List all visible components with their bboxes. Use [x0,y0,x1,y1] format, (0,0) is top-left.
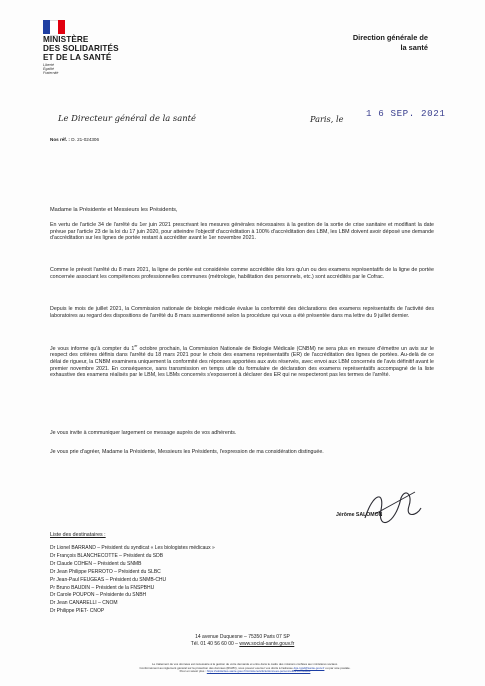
footer-website-link[interactable]: www.social-sante.gouv.fr [239,641,295,648]
handwritten-signature [355,488,425,528]
recipients-list [50,545,215,616]
sender-line: Le Directeur général de la santé [58,113,196,123]
flag-white-stripe [50,20,57,36]
paragraph-4-superscript: er [134,344,138,348]
motto-line: Liberté [43,63,54,67]
fine-print-text: Pour en savoir plus : [179,669,206,674]
list-item: Pr Bruno BAUDIN – Président de la FNSPBHU [50,584,155,591]
list-item: Pr Jean-Paul FEUGEAS – Président du SNMB-CHU [50,576,167,583]
footer-contact [0,641,485,648]
list-item: Dr Carole POUPON – Présidente du SNBH [50,592,147,599]
motto-line: Fraternité [43,71,59,76]
french-flag-logo [43,20,65,34]
list-item: Dr François BLANCHECOTTE – Président du SDB [50,552,164,559]
fine-print-link[interactable]: https://solidarites-sante.gouv.fr/ministere/article/donnees-personnelles-et-cookies [206,669,311,674]
list-item: Dr Lionel BARRAND – Président du syndicat « Les biologistes médicaux » [50,545,215,551]
paragraph-2: Comme le prévoit l'arrêté du 8 mars 2021, la ligne de portée est considérée comme accréditée dès lors qu'un ou des examens représentatifs de la ligne de portée concernée associant les compétences professionnelles communes (métrologie, habilitation des personnels, etc.) sont accrédités par le Cofrac. [50,267,434,280]
republic-motto [43,63,58,76]
motto-line: Égalité [43,67,54,72]
direction-line: Direction générale de [352,33,428,42]
date-stamp: 1 6 SEP. 2021 [366,108,446,119]
footer-address-block [0,634,485,648]
fine-print-line [40,670,450,674]
paragraph-3: Depuis le mois de juillet 2021, la Commission nationale de biologie médicale évalue la conformité des déclarations des examens représentatifs de l'activité des laboratoires au regard des dispositions de l'arrêté du 8 mars susmentionné selon la procédure qui vous a été présentée dans ma lettre du 9 juillet dernier. [50,306,434,319]
flag-blue-stripe [43,20,50,34]
list-item: Dr Philippe PIET- CNOP [50,608,105,615]
flag-red-stripe [58,20,65,34]
footer-fine-print [40,663,450,674]
reference [50,137,99,142]
signer-name: Jérôme SALOMON [336,512,383,518]
reference-label: Nos réf. : [50,137,70,142]
paragraph-5: Je vous invite à communiquer largement ce message auprès de vos adhérents. [50,430,237,436]
list-item: Dr Jean CANARELLI – CNOM [50,600,118,607]
paragraph-1: En vertu de l'article 34 de l'arrêté du 1er juin 2021 prescrivant les mesures générales nécessaires à la gestion de la sortie de crise sanitaire et modifiant la date prévue par l'article 23 de la loi du 17 juin 2020, pour atteindre l'objectif d'accréditation à 100% d'accréditation des LBM, les LBM doivent avoir déposé une demande d'accréditation sur les lignes de portée restant à accréditer avant le 1er novembre 2021. [50,222,434,242]
paragraph-4 [50,343,434,379]
fine-print-text: ou par voie postale. [325,665,351,670]
list-item: Dr Jean Philippe PERROTO – Président du SLBC [50,568,161,575]
fine-print-text: Conformément au règlement général sur la protection des données (RGPD), vous pouvez exercer vos droits à l'adresse [139,665,293,670]
ministry-line: ET DE LA SANTÉ [43,53,112,62]
footer-phone: Tél. 01 40 56 60 00 – [190,641,238,648]
paragraph-4-start: Je vous informe qu'à compter du 1 [50,345,135,352]
salutation: Madame la Présidente et Messieurs les Présidents, [50,207,178,213]
ministry-name [43,35,163,62]
place-label: Paris, le [310,114,344,124]
footer-address: 14 avenue Duquesne – 75350 Paris 07 SP [195,634,290,640]
reference-value: D. 21-024306 [71,137,100,142]
fine-print-email-link[interactable]: dgs-rgpd@sante.gouv.fr [293,665,325,670]
paragraph-4-rest: octobre prochain, la Commission Nationale de Biologie Médicale (CNBM) ne sera plus en mesure d'émettre un avis sur le respect des critères définis dans l'arrêté du 18 mars 2021 pour le choix des examens représentatifs (ER) de l'accréditation des lignes de portées. Au-delà de ce délai de rigueur, la CNBM examinera uniquement la conformité des réponses apportées aux avis réservés, avec envoi aux LBM concernés de l'avis définitif avant le premier novembre 2021. En conséquence, sans transmission en temps utile du formulaire de déclaration des examens représentatifs accompagné de la liste exhaustive des examens réalisés par le LBM, les LBMs concernés s'exposeront à déclarer des ER qui ne respecteront pas les termes de l'arrêté. [50,345,434,379]
ministry-line: DES SOLIDARITÉS [43,44,119,53]
list-item: Dr Claude COHEN – Président du SNMB [50,560,142,567]
direction-name [288,33,428,53]
ministry-line: MINISTÈRE [43,35,89,44]
recipients-title: Liste des destinataires : [50,532,106,538]
direction-line: la santé [400,43,428,52]
paragraph-6: Je vous prie d'agréer, Madame la Présidente, Messieurs les Présidents, l'expression de ma considération distinguée. [50,449,324,455]
fine-print-line: Le traitement de vos données est nécessaire à la gestion de votre demande et entre dans le cadre des missions confiées aux ministères sociaux. [152,662,338,666]
